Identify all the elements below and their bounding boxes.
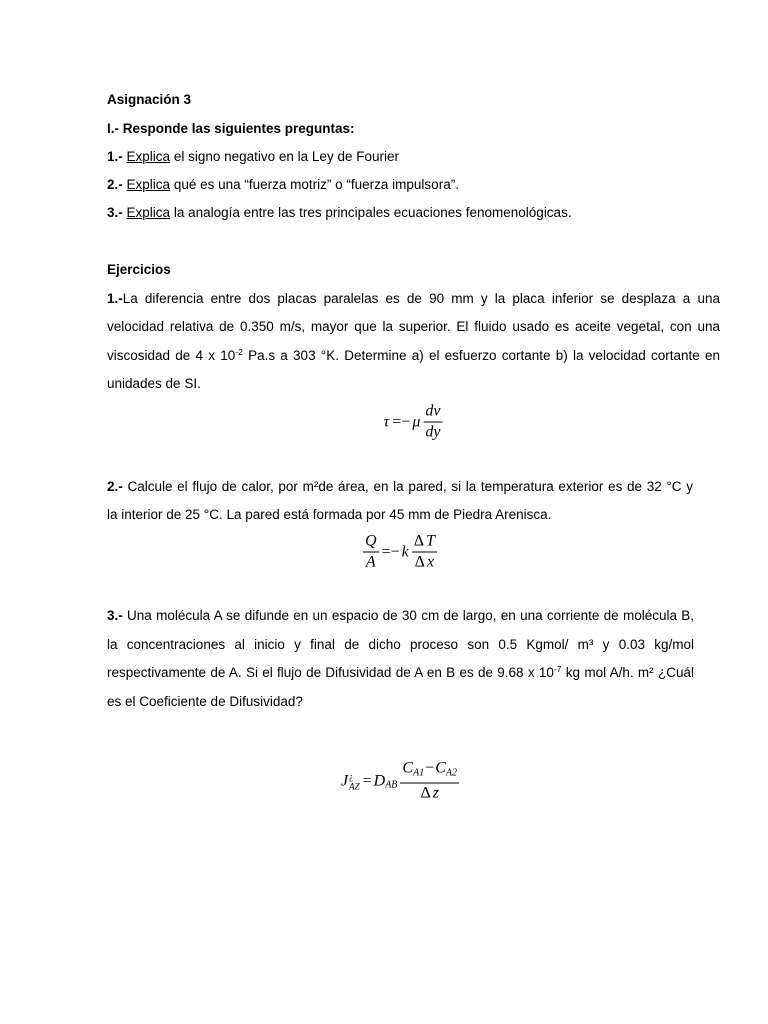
exercise-number: 2.-: [107, 479, 123, 494]
question-text: la analogía entre las tres principales ecuaciones fenomenológicas.: [173, 205, 572, 220]
fraction-denominator: [418, 784, 441, 802]
conductivity-symbol: k: [401, 543, 409, 560]
exercise-2-line-2: la interior de 25 °C. La pared está formada por 45 mm de Piedra Arenisca.: [107, 507, 552, 522]
fraction-numerator: [412, 534, 437, 553]
exercise-text: Una molécula A se difunde en un espacio de 30 cm de largo, en una corriente de molécula B,: [127, 608, 694, 623]
heat-flux-formula: [363, 534, 437, 571]
fraction-numerator: Q: [363, 534, 379, 553]
exercise-3-line-4: es el Coeficiente de Difusividad?: [107, 694, 303, 709]
equals-minus-operator: =−: [381, 543, 400, 560]
flux-superscript: ¿: [349, 771, 354, 781]
exercise-3-line-2: la concentraciones al inicio y final de dicho proceso son 0.5 Kgmol/ m³ y 0.03 kg/mol: [107, 637, 694, 652]
exercise-number: 1.-: [107, 291, 123, 306]
exercise-3-line-3: [107, 664, 694, 682]
question-verb: Explica: [126, 149, 171, 164]
question-3: [107, 204, 572, 222]
question-number: 1.-: [107, 149, 123, 164]
delta-symbol: Δ: [413, 532, 425, 550]
exercise-text: Calcule el flujo de calor, por m²de área, en la pared, si la temperatura exterior es de 32 °C y: [127, 479, 693, 494]
equals-minus-operator: =−: [392, 413, 411, 430]
exercise-3-line-1: [107, 607, 694, 625]
question-2: [107, 176, 459, 194]
temperature-gradient-fraction: [412, 534, 437, 571]
temperature-symbol: T: [426, 532, 435, 550]
concentration-gradient-fraction: [400, 761, 459, 802]
exercises-heading: Ejercicios: [107, 262, 171, 277]
exercise-1-line-2: velocidad relativa de 0.350 m/s, mayor que la superior. El fluido usado es aceite vegetal, con una: [107, 319, 720, 334]
viscosity-symbol: μ: [412, 413, 421, 430]
fraction-denominator: A: [365, 553, 376, 571]
minus-operator: −: [425, 759, 435, 777]
exercise-number: 3.-: [107, 608, 123, 623]
question-text: el signo negativo en la Ley de Fourier: [173, 149, 399, 164]
flux-subscript: AZ: [349, 781, 360, 791]
concentration-symbol: C: [435, 759, 446, 777]
exercise-text: viscosidad de 4 x 10: [107, 348, 236, 363]
fraction-denominator: dy: [425, 423, 441, 441]
exercise-1-line-1: [107, 290, 720, 308]
exercise-text: Pa.s a 303 °K. Determine a) el esfuerzo cortante b) la velocidad cortante en: [248, 348, 720, 363]
fraction-numerator: dv: [423, 404, 442, 423]
fraction-denominator: [413, 553, 436, 571]
exercise-2-line-1: [107, 478, 693, 496]
exponent: -7: [553, 664, 562, 674]
fraction-numerator: [400, 761, 459, 784]
delta-symbol: Δ: [414, 553, 425, 571]
distance-symbol: x: [426, 553, 435, 571]
velocity-gradient-fraction: [423, 404, 442, 441]
diffusion-flux-formula: [341, 761, 459, 802]
exponent: -2: [235, 347, 243, 357]
question-text: qué es una “fuerza motriz” o “fuerza impulsora”.: [173, 177, 459, 192]
exercise-text: La diferencia entre dos placas paralelas es de 90 mm y la placa inferior se desplaza a una: [122, 291, 720, 306]
exercise-text: respectivamente de A. Si el flujo de Difusividad de A en B es de 9.68 x 10: [107, 665, 554, 680]
flux-indices: [349, 771, 360, 791]
shear-stress-formula: [384, 404, 443, 441]
diffusivity-symbol: D: [373, 772, 386, 789]
exercise-1-line-4: unidades de SI.: [107, 376, 201, 391]
distance-symbol: z: [432, 784, 439, 802]
question-verb: Explica: [126, 177, 171, 192]
flux-symbol: J: [340, 772, 349, 789]
shear-stress-symbol: τ: [383, 413, 390, 430]
concentration-subscript: A1: [413, 767, 425, 779]
heat-per-area-fraction: [363, 534, 379, 571]
question-number: 3.-: [107, 205, 123, 220]
exercise-text: kg mol A/h. m² ¿Cuál: [565, 665, 694, 680]
diffusivity-subscript: AB: [385, 779, 398, 790]
document-title: Asignación 3: [107, 92, 192, 107]
question-1: [107, 148, 399, 166]
questions-heading: I.- Responde las siguientes preguntas:: [107, 121, 355, 136]
question-number: 2.-: [107, 177, 123, 192]
concentration-subscript: A2: [445, 767, 458, 779]
delta-symbol: Δ: [420, 784, 431, 802]
question-verb: Explica: [126, 205, 171, 220]
concentration-symbol: C: [402, 759, 414, 777]
exercise-1-line-3: [107, 347, 720, 365]
equals-operator: =: [362, 772, 372, 789]
